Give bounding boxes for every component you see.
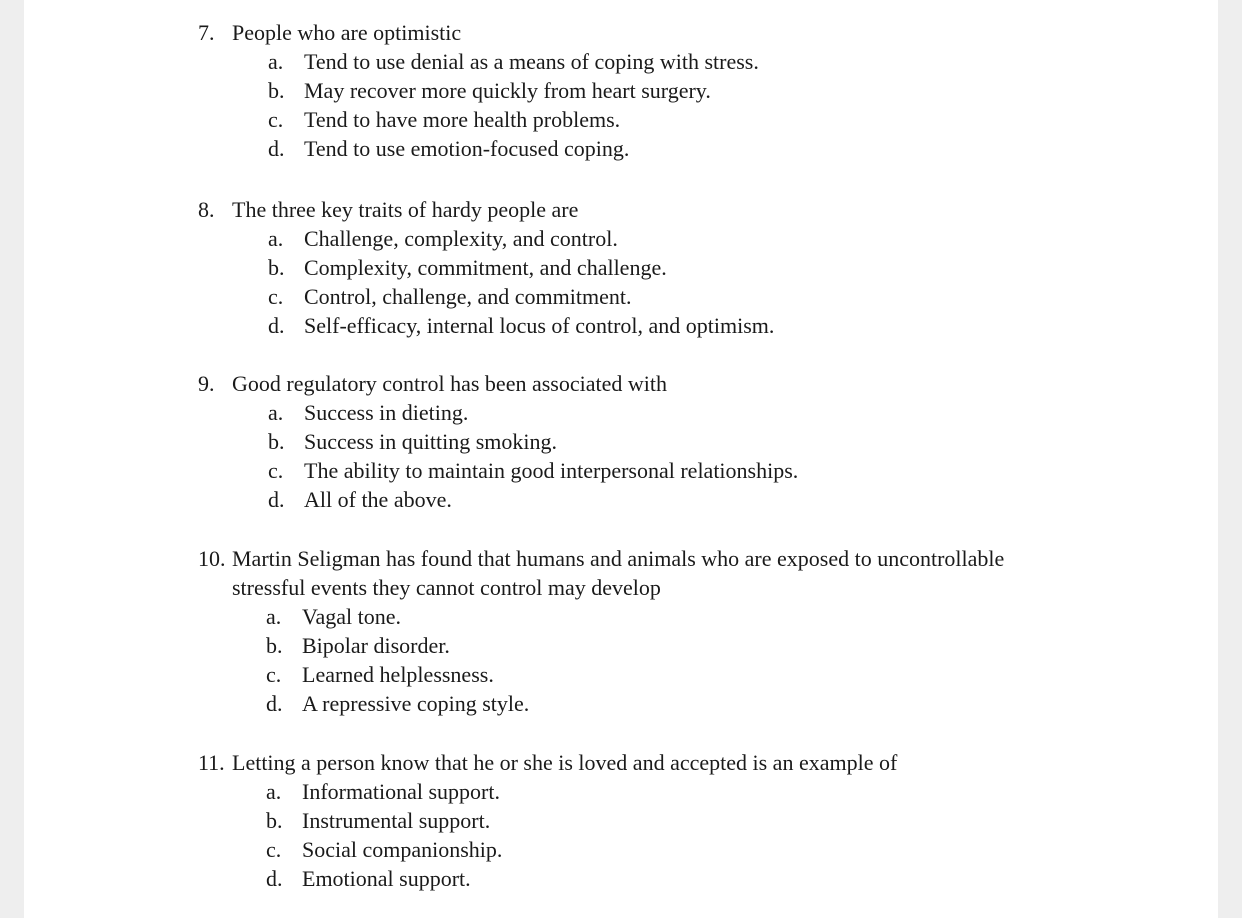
question-text: stressful events they cannot control may develop <box>232 575 661 600</box>
option-letter: d. <box>266 866 283 891</box>
option-text: All of the above. <box>304 487 452 512</box>
answer-option-d <box>198 311 1098 340</box>
answer-option-c <box>198 282 1098 311</box>
option-letter: c. <box>266 837 282 862</box>
option-text: Learned helplessness. <box>302 662 494 687</box>
option-text: Success in dieting. <box>304 400 469 425</box>
answer-option-b <box>198 631 1098 660</box>
option-text: Self-efficacy, internal locus of control, and optimism. <box>304 313 775 338</box>
option-letter: c. <box>268 458 284 483</box>
answer-option-a <box>198 777 1098 806</box>
answer-option-b <box>198 76 1098 105</box>
answer-option-a <box>198 602 1098 631</box>
option-text: Challenge, complexity, and control. <box>304 226 618 251</box>
option-letter: c. <box>266 662 282 687</box>
question-number: 7. <box>198 20 215 45</box>
answer-option-a <box>198 224 1098 253</box>
answer-option-d <box>198 485 1098 514</box>
question-number: 8. <box>198 197 215 222</box>
option-text: Success in quitting smoking. <box>304 429 557 454</box>
question-text: Letting a person know that he or she is loved and accepted is an example of <box>232 750 898 775</box>
option-text: Informational support. <box>302 779 500 804</box>
answer-option-c <box>198 105 1098 134</box>
option-letter: a. <box>268 400 284 425</box>
option-text: A repressive coping style. <box>302 691 530 716</box>
answer-option-c <box>198 660 1098 689</box>
option-text: Control, challenge, and commitment. <box>304 284 632 309</box>
answer-option-a <box>198 398 1098 427</box>
answer-option-c <box>198 835 1098 864</box>
answer-option-b <box>198 806 1098 835</box>
option-letter: b. <box>268 78 285 103</box>
question-7 <box>198 18 1098 163</box>
option-letter: a. <box>268 226 284 251</box>
option-letter: b. <box>266 808 283 833</box>
option-letter: d. <box>268 136 285 161</box>
option-letter: b. <box>268 429 285 454</box>
question-text: People who are optimistic <box>232 20 462 45</box>
answer-option-b <box>198 427 1098 456</box>
option-text: Bipolar disorder. <box>302 633 450 658</box>
option-text: May recover more quickly from heart surgery. <box>304 78 711 103</box>
option-letter: b. <box>268 255 285 280</box>
option-text: Vagal tone. <box>302 604 401 629</box>
question-text: Good regulatory control has been associated with <box>232 371 667 396</box>
option-letter: d. <box>266 691 283 716</box>
option-text: Social companionship. <box>302 837 503 862</box>
answer-option-d <box>198 689 1098 718</box>
option-letter: c. <box>268 284 284 309</box>
option-letter: a. <box>266 604 282 629</box>
option-letter: b. <box>266 633 283 658</box>
option-text: Complexity, commitment, and challenge. <box>304 255 667 280</box>
option-text: Instrumental support. <box>302 808 491 833</box>
question-stem-continued <box>198 573 1098 602</box>
question-text: The three key traits of hardy people are <box>232 197 579 222</box>
question-stem <box>198 748 1098 777</box>
question-text: Martin Seligman has found that humans and animals who are exposed to uncontrollable <box>232 546 1005 571</box>
question-number: 9. <box>198 371 215 396</box>
answer-option-d <box>198 134 1098 163</box>
question-stem <box>198 544 1098 573</box>
option-letter: d. <box>268 487 285 512</box>
question-10 <box>198 544 1098 718</box>
option-text: The ability to maintain good interpersonal relationships. <box>304 458 799 483</box>
question-stem <box>198 369 1098 398</box>
question-stem <box>198 18 1098 47</box>
question-8 <box>198 195 1098 340</box>
option-text: Tend to use emotion-focused coping. <box>304 136 630 161</box>
answer-option-d <box>198 864 1098 893</box>
answer-option-c <box>198 456 1098 485</box>
answer-option-a <box>198 47 1098 76</box>
option-letter: d. <box>268 313 285 338</box>
question-9 <box>198 369 1098 514</box>
answer-option-b <box>198 253 1098 282</box>
question-number: 10. <box>198 546 226 571</box>
option-letter: a. <box>266 779 282 804</box>
option-text: Tend to use denial as a means of coping with stress. <box>304 49 759 74</box>
document-page <box>24 0 1218 918</box>
option-text: Emotional support. <box>302 866 471 891</box>
option-letter: a. <box>268 49 284 74</box>
question-stem <box>198 195 1098 224</box>
option-letter: c. <box>268 107 284 132</box>
question-11 <box>198 748 1098 893</box>
option-text: Tend to have more health problems. <box>304 107 621 132</box>
question-number: 11. <box>198 750 225 775</box>
